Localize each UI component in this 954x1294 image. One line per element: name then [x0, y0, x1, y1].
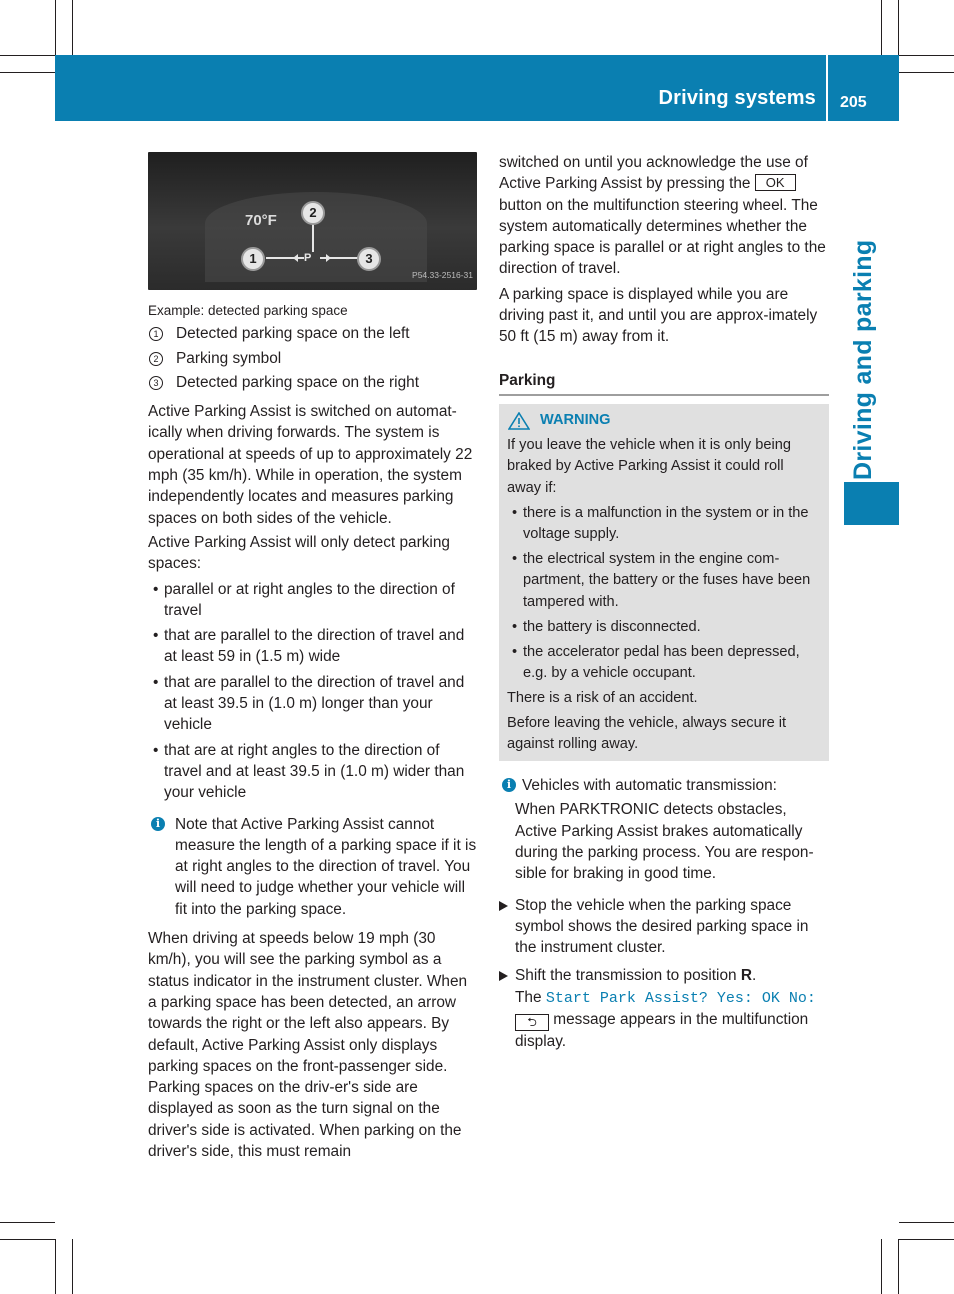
warning-triangle-icon: [508, 412, 530, 430]
note-title: Vehicles with automatic transmission:: [522, 777, 777, 795]
list-item: • the electrical system in the engine com-partment, the battery or the fuses have been tampered with.: [507, 549, 821, 613]
list-item: • the accelerator pedal has been depressed, e.g. by a vehicle occupant.: [507, 642, 821, 684]
legend-text: Parking symbol: [176, 349, 282, 367]
note-text: When PARKTRONIC detects obstacles, Active Parking Assist brakes automatically during the parking process. You are respon-sible for braking in good time.: [515, 801, 814, 883]
step-text: .: [751, 967, 757, 985]
paragraph-text: button on the multifunction steering wheel. The system automatically determines whether the parking space is parallel or at right angles to the direction of travel.: [499, 196, 826, 278]
legend-item: [148, 348, 478, 369]
gear-position: R: [740, 967, 752, 985]
paragraph: Active Parking Assist will only detect parking spaces:: [148, 533, 450, 573]
list-item: • that are at right angles to the direction of travel and at least 39.5 in (1.0 m) wider than your vehicle: [148, 740, 478, 804]
right-column: [499, 152, 829, 1052]
display-message: Start Park Assist? Yes: OK No:: [545, 989, 816, 1007]
crop-mark: [55, 1239, 56, 1294]
crop-mark: [55, 0, 56, 55]
crop-mark: [72, 0, 73, 55]
legend-item: [148, 323, 478, 344]
crop-mark: [0, 1239, 55, 1240]
instruction-step: [499, 965, 829, 1052]
crop-mark: [0, 1222, 55, 1223]
list-item: • parallel or at right angles to the direction of travel: [148, 579, 478, 622]
legend-text: Detected parking space on the right: [176, 373, 419, 391]
crop-mark: [72, 1239, 73, 1294]
header-divider: [826, 55, 828, 121]
warning-intro: If you leave the vehicle when it is only being braked by Active Parking Assist it could roll away if:: [507, 437, 791, 496]
legend-text: Detected parking space on the left: [176, 325, 410, 343]
info-note: [148, 814, 478, 920]
marker-2: 2: [301, 201, 325, 225]
warning-header: [507, 410, 821, 431]
legend-item: [148, 372, 478, 393]
crop-mark: [881, 0, 882, 55]
page-number: 205: [840, 94, 867, 111]
side-tab-label: Driving and parking: [849, 239, 877, 480]
side-tab-block: [844, 482, 899, 525]
paragraph: Active Parking Assist is switched on automat-ically when driving forwards. The system is operational at speeds of up to approximately 22 mph (35 km/h). While in operation, the system independently locates and measures parking spaces on both sides of the vehicle.: [148, 403, 473, 527]
step-arrow-icon: [499, 901, 508, 911]
subheading-parking: Parking: [499, 370, 829, 396]
crop-mark: [899, 72, 954, 73]
list-item: • that are parallel to the direction of travel and at least 39.5 in (1.0 m) longer than your vehicle: [148, 672, 478, 736]
crop-mark: [881, 1239, 882, 1294]
note-content: [515, 775, 829, 887]
list-item: • that are parallel to the direction of travel and at least 59 in (1.5 m) wide: [148, 625, 478, 668]
step-text: Shift the transmission to position: [515, 967, 737, 985]
step-content: [515, 965, 829, 1052]
figure-code: P54.33-2516-31: [412, 269, 473, 280]
instruction-step: [499, 895, 829, 959]
crop-mark: [0, 55, 55, 56]
paragraph-text: switched on until you acknowledge the use of Active Parking Assist by pressing the: [499, 154, 808, 193]
info-icon: i: [502, 778, 516, 792]
warning-box: [499, 404, 829, 761]
warning-list: [507, 503, 821, 685]
list-item: • the battery is disconnected.: [507, 617, 821, 638]
crop-mark: [898, 0, 899, 55]
paragraph: When driving at speeds below 19 mph (30 km/h), you will see the parking symbol as a status indicator in the instrument cluster. When a parking space has been detected, an arrow towards the right or the left also appears. By default, Active Parking Assist only displays parking spaces on the front-passenger side. Parking spaces on the driv-er's side are displayed as soon as the turn signal on the driver's side is activated. When parking on the driver's side, this must remain: [148, 930, 468, 1160]
legend-number: 1: [149, 327, 163, 341]
instrument-cluster-figure: [148, 152, 477, 290]
marker-3: 3: [357, 247, 381, 271]
paragraph: A parking space is displayed while you are driving past it, and until you are approx-imately 50 ft (15 m) away from it.: [499, 285, 818, 346]
bullet-list: [148, 579, 478, 804]
marker-1: 1: [241, 247, 265, 271]
warning-risk: There is a risk of an accident.: [507, 690, 698, 707]
paragraph: [499, 152, 829, 280]
crop-mark: [899, 1222, 954, 1223]
left-column: [148, 152, 478, 1165]
legend-number: 3: [149, 376, 163, 390]
section-title: Driving systems: [658, 87, 816, 109]
step-text: The: [515, 988, 542, 1006]
ok-key: OK: [755, 174, 796, 191]
warning-advice: Before leaving the vehicle, always secure it against rolling away.: [507, 714, 787, 752]
crop-mark: [899, 1239, 954, 1240]
step-text: message appears in the multifunction display.: [515, 1010, 809, 1050]
crop-mark: [899, 55, 954, 56]
step-text: Stop the vehicle when the parking space symbol shows the desired parking space in the instrument cluster.: [515, 896, 809, 957]
figure-caption: Example: detected parking space: [148, 303, 348, 318]
legend-number: 2: [149, 352, 163, 366]
info-icon: i: [151, 817, 165, 831]
info-note: [499, 775, 829, 887]
back-key-icon: ⮌: [515, 1014, 549, 1031]
list-item: • there is a malfunction in the system or in the voltage supply.: [507, 503, 821, 545]
temperature-readout: 70°F: [245, 212, 277, 229]
warning-title: WARNING: [540, 411, 611, 428]
step-arrow-icon: [499, 971, 508, 981]
note-text: Note that Active Parking Assist cannot measure the length of a parking space if it is at right angles to the direction of travel. You will need to judge whether your vehicle will fit into the parking space.: [175, 815, 477, 918]
crop-mark: [898, 1239, 899, 1294]
parking-symbol: P: [304, 252, 312, 264]
crop-mark: [0, 72, 55, 73]
